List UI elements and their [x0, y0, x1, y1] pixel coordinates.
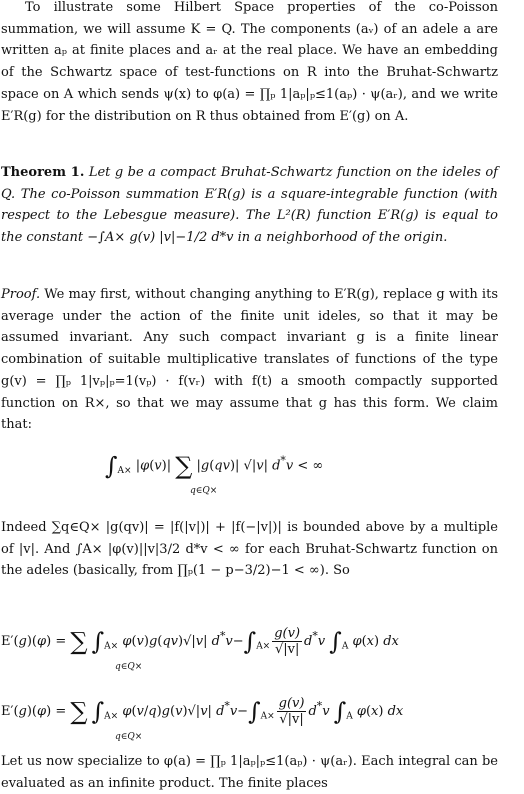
proof-label: Proof. — [1, 287, 41, 302]
equation-2-formula: E′(g)(φ) = ∑ $\int_{A\times}$ φ(v/q)g(v)√|v| $d^*v-\int_{A\times}$ $\frac{g(v)}{√|v|}$ d*v $\int_A$ φ(x) dx — [1, 696, 404, 727]
final-paragraph: Let us now specialize to φ(a) = ∏ₚ 1|aₚ|ₚ≤1(aₚ) · ψ(aᵣ). Each integral can be evaluated as an infinite product. The finite places — [1, 754, 498, 791]
theorem-paragraph — [1, 162, 498, 249]
equation-1: E′(g)(φ) = ∑ $\int_{A\times}$ φ(v)g(qv)√|v| $d^*v-\int_{A\times}$ $\frac{g(v)}{√|v|}$ d*v $\int_A$ φ(x) dx q∈Q× — [1, 626, 399, 672]
proof-body: We may first, without changing anything to E′R(g), replace g with its average under the action of the finite unit ideles, so that it may be assumed invariant. Any such compact invariant g is a finite linear combination of suitable multiplicative translates of functions of the type g(v) = ∏ₚ 1|vₚ|ₚ=1(vₚ) · f(vᵣ) with f(t) a smooth compactly supported function on R×, so that we may assume that g has this form. We claim that: — [1, 287, 498, 433]
indeed-paragraph: Indeed ∑q∈Q× |g(qv)| = |f(|v|)| + |f(−|v|)| is bounded above by a multiple of |v|. And ∫A× |φ(v)||v|3/2 d*v < ∞ for each Bruhat-Schwartz function on the adeles (basically, from ∏ₚ(1 − p−3/2)−1 < ∞). So — [1, 520, 498, 579]
theorem-body: Let g be a compact Bruhat-Schwartz function on the ideles of Q. The co-Poisson summation E′R(g) is a square-integrable function (with respect to the Lebesgue measure). The L²(R) function E′R(g) is equal to the constant −∫A× g(v) |v|−1/2 d*v in a neighborhood of the origin. — [1, 165, 498, 246]
claim-equation: $\int_{A\times}$ |φ(v)| ∑ |g(qv)| √|v| d*v < ∞ q∈Q× — [105, 452, 324, 496]
claim-formula: $\int_{A\times}$ |φ(v)| ∑ |g(qv)| √|v| d*v < ∞ — [105, 452, 324, 480]
intro-paragraph: To illustrate some Hilbert Space properties of the co-Poisson summation, we will assume K = Q. The components (aᵥ) of an adele a are written aₚ at finite places and aᵣ at the real place. We have an embedding of the Schwartz space of test-functions on R into the Bruhat-Schwartz space on A which sends ψ(x) to φ(a) = ∏ₚ 1|aₚ|ₚ≤1(aₚ) · ψ(aᵣ), and we write E′R(g) for the distribution on R thus obtained from E′(g) on A. — [1, 0, 498, 124]
equation-1-formula: E′(g)(φ) = ∑ $\int_{A\times}$ φ(v)g(qv)√|v| $d^*v-\int_{A\times}$ $\frac{g(v)}{√|v|}$ d*v $\int_A$ φ(x) dx — [1, 626, 399, 657]
proof-paragraph — [1, 284, 498, 436]
equation-2: E′(g)(φ) = ∑ $\int_{A\times}$ φ(v/q)g(v)√|v| $d^*v-\int_{A\times}$ $\frac{g(v)}{√|v|}$ d*v $\int_A$ φ(x) dx q∈Q× — [1, 696, 404, 742]
theorem-label: Theorem 1. — [1, 165, 85, 180]
